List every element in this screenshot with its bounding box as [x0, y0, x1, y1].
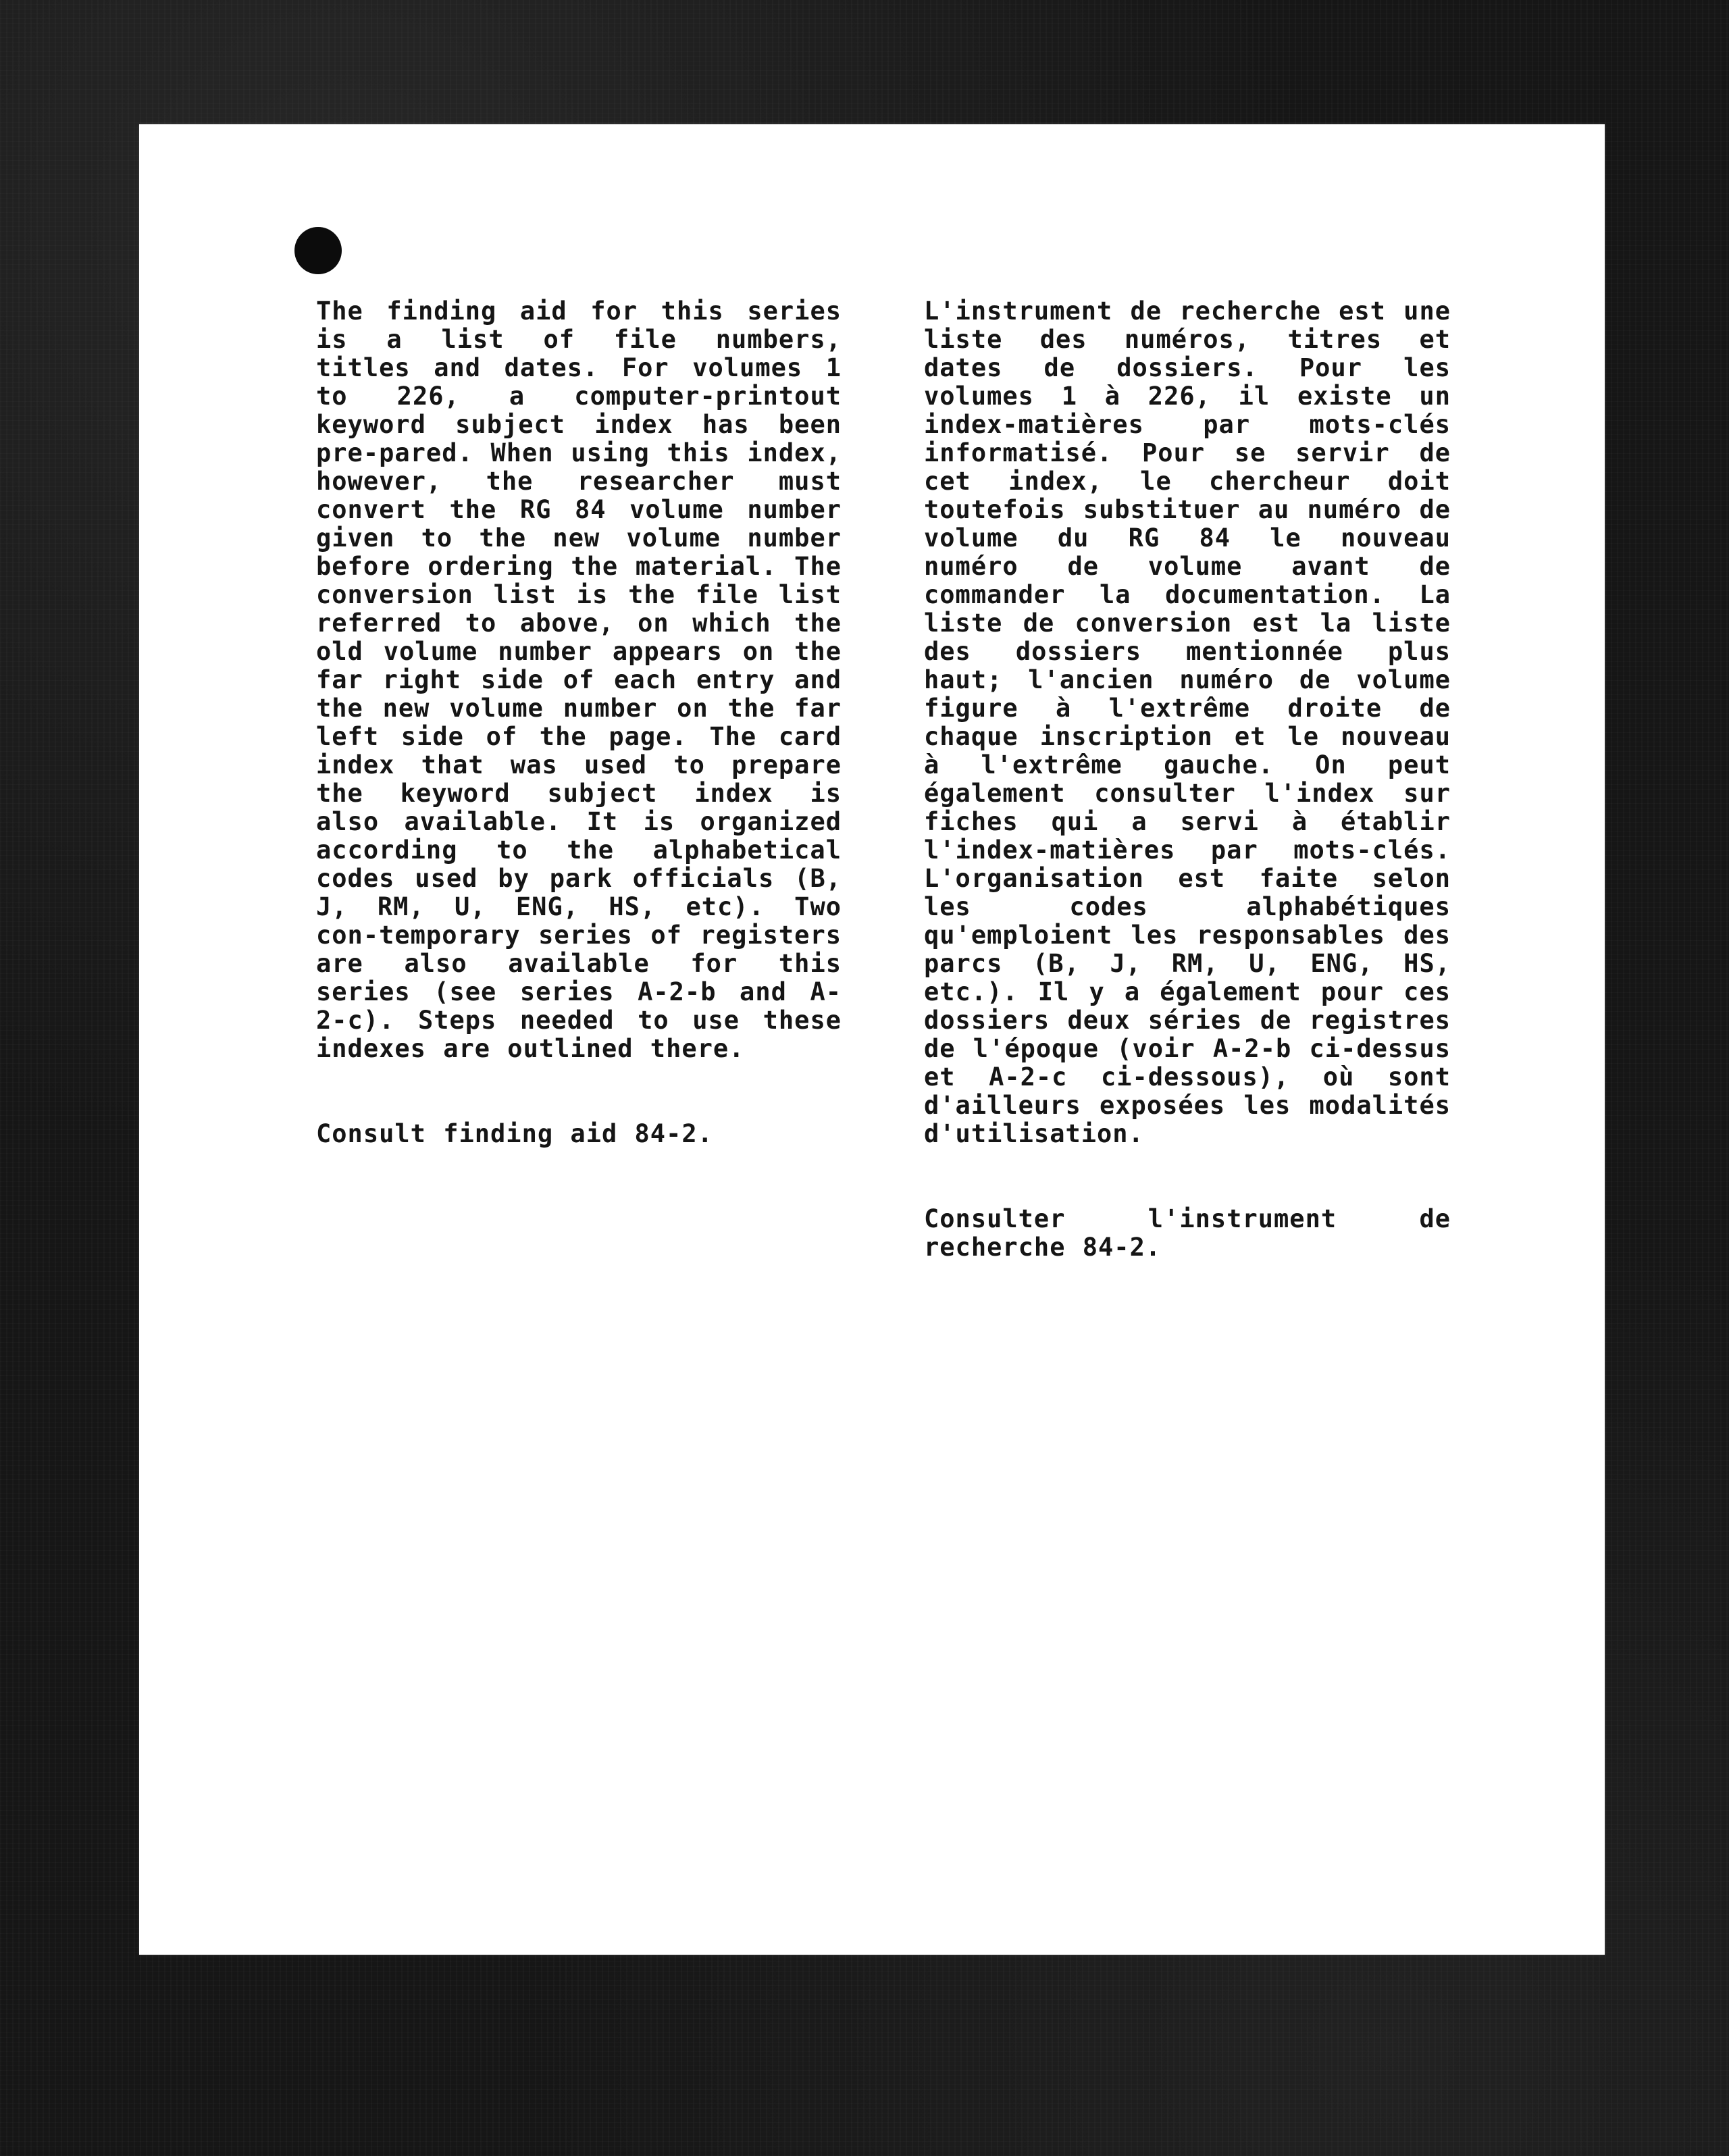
- french-column: [924, 297, 1451, 1262]
- punch-hole: [294, 227, 342, 274]
- english-column: [316, 297, 842, 1148]
- english-body-paragraph: The finding aid for this series is a list of file numbers, titles and dates. For volumes 1 to 226, a computer-printout keyword subject index has been pre-pared. When using this index, however, the researcher must convert the RG 84 volume number given to the new volume number before ordering the material. The conversion list is the file list referred to above, on which the old volume number appears on the far right side of each entry and the new volume number on the far left side of the page. The card index that was used to prepare the keyword subject index is also available. It is organized according to the alphabetical codes used by park officials (B, J, RM, U, ENG, HS, etc). Two con-temporary series of registers are also available for this series (see series A-2-b and A-2-c). Steps needed to use these indexes are outlined there.: [316, 297, 842, 1063]
- english-finding-aid-reference: Consult finding aid 84-2.: [316, 1119, 713, 1148]
- document-page: [139, 124, 1605, 1955]
- french-body-paragraph: L'instrument de recherche est une liste des numéros, titres et dates de dossiers. Pour les volumes 1 à 226, il existe un index-matières par mots-clés informatisé. Pour se servir de cet index, le chercheur doit toutefois substituer au numéro de volume du RG 84 le nouveau numéro de volume avant de commander la documentation. La liste de conversion est la liste des dossiers mentionnée plus haut; l'ancien numéro de volume figure à l'extrême droite de chaque inscription et le nouveau à l'extrême gauche. On peut également consulter l'index sur fiches qui a servi à établir l'index-matières par mots-clés. L'organisation est faite selon les codes alphabétiques qu'emploient les responsables des parcs (B, J, RM, U, ENG, HS, etc.). Il y a également pour ces dossiers deux séries de registres de l'époque (voir A-2-b ci-dessus et A-2-c ci-dessous), où sont d'ailleurs exposées les modalités d'utilisation.: [924, 297, 1451, 1148]
- french-finding-aid-reference: Consulter l'instrument de recherche 84-2.: [924, 1204, 1451, 1262]
